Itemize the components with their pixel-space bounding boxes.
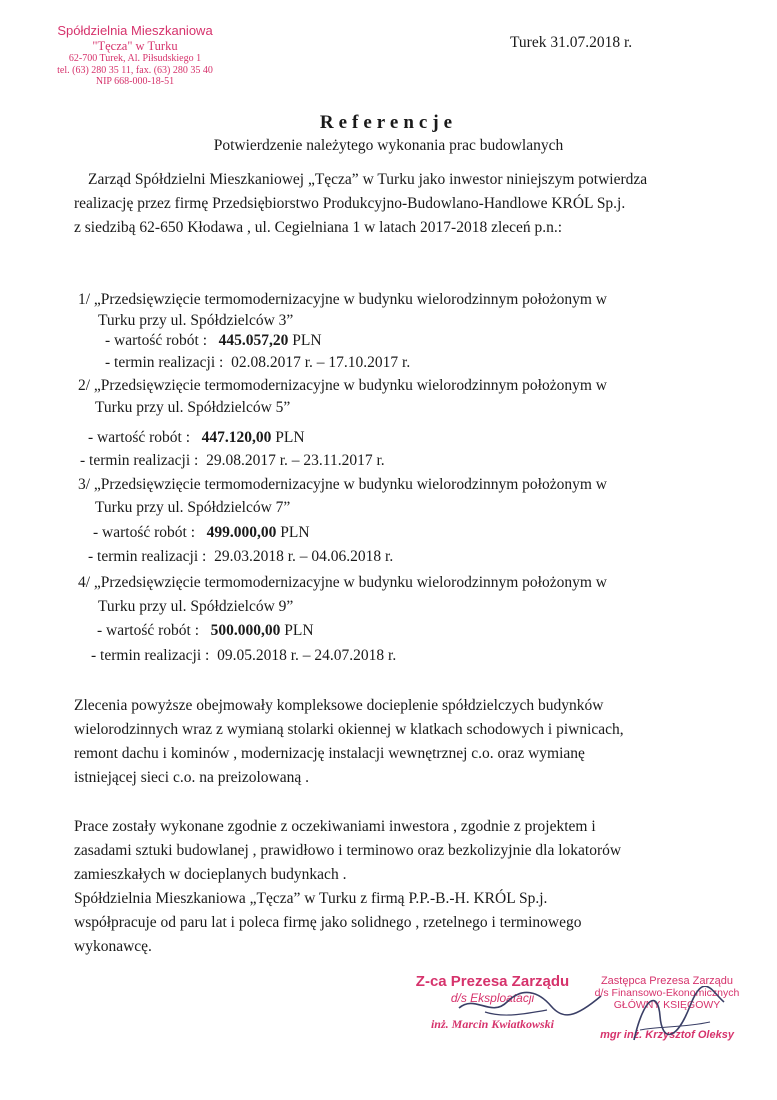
item-2-term-label: - termin realizacji : bbox=[80, 452, 199, 469]
item-4-street: Turku przy ul. Spółdzielców 9” bbox=[98, 598, 294, 615]
stamp-line-phone: tel. (63) 280 35 11, fax. (63) 280 35 40 bbox=[57, 64, 213, 76]
item-1-term-line bbox=[105, 354, 410, 372]
stamp-line-city: "Tęcza" w Turku bbox=[92, 38, 178, 53]
stamp-line-nip: NIP 668-000-18-51 bbox=[95, 76, 175, 88]
item-3-street: Turku przy ul. Spółdzielców 7” bbox=[95, 499, 291, 516]
item-3-value: 499.000,00 bbox=[206, 524, 277, 541]
signature-right-rank: Zastępca Prezesa Zarządu bbox=[600, 975, 734, 987]
item-3-value-line bbox=[93, 524, 310, 542]
item-2-term: 29.08.2017 r. – 23.11.2017 r. bbox=[206, 452, 385, 469]
signature-left-rank: Z-ca Prezesa Zarządu bbox=[415, 973, 570, 990]
item-2-value-label: - wartość robót : bbox=[88, 429, 191, 446]
item-1-term: 02.08.2017 r. – 17.10.2017 r. bbox=[231, 354, 411, 371]
signature-left-dept: d/s Eksploatacji bbox=[450, 991, 535, 1005]
recommendation-line: Spółdzielnia Mieszkaniowa „Tęcza” w Turku z firmą P.P.-B.-H. KRÓL Sp.j. bbox=[74, 890, 548, 907]
recommendation-line: Prace zostały wykonane zgodnie z oczekiwaniami inwestora , zgodnie z projektem i bbox=[74, 818, 596, 835]
item-4-term: 09.05.2018 r. – 24.07.2018 r. bbox=[217, 647, 397, 664]
item-3-currency: PLN bbox=[280, 524, 310, 541]
item-1-currency: PLN bbox=[292, 332, 322, 349]
signature-left-name: inż. Marcin Kwiatkowski bbox=[430, 1017, 555, 1031]
item-3-term-line bbox=[88, 548, 393, 566]
item-3-value-label: - wartość robót : bbox=[93, 524, 196, 541]
intro-line: realizację przez firmę Przedsiębiorstwo Produkcyjno-Budowlano-Handlowe KRÓL Sp.j. bbox=[74, 195, 626, 212]
item-2-value: 447.120,00 bbox=[201, 429, 272, 446]
organization-stamp bbox=[40, 24, 230, 88]
recommendation-paragraph bbox=[74, 815, 621, 959]
item-2-currency: PLN bbox=[275, 429, 305, 446]
item-3-heading: 3/ „Przedsięwzięcie termomodernizacyjne w budynku wielorodzinnym położonym w bbox=[78, 476, 607, 493]
scope-line: istniejącej sieci c.o. na preizolowaną . bbox=[74, 769, 309, 786]
item-4-value-line bbox=[97, 622, 314, 640]
scope-line: wielorodzinnych wraz z wymianą stolarki okiennej w klatkach schodowych i piwnicach, bbox=[74, 721, 624, 738]
item-4-value: 500.000,00 bbox=[210, 622, 281, 639]
signature-right-dept: d/s Finansowo-Ekonomicznych bbox=[594, 987, 740, 999]
item-2-term-line bbox=[80, 452, 385, 470]
recommendation-line: zasadami sztuki budowlanej , prawidłowo i terminowo oraz bezkolizyjnie dla lokatorów bbox=[74, 842, 622, 859]
item-3-term: 29.03.2018 r. – 04.06.2018 r. bbox=[214, 548, 394, 565]
item-2-street: Turku przy ul. Spółdzielców 5” bbox=[95, 399, 291, 416]
item-3-term-label: - termin realizacji : bbox=[88, 548, 207, 565]
item-4-term-label: - termin realizacji : bbox=[91, 647, 210, 664]
signature-right-scribble bbox=[620, 986, 730, 1046]
intro-line: Zarząd Spółdzielni Mieszkaniowej „Tęcza” w Turku jako inwestor niniejszym potwierdza bbox=[88, 171, 648, 188]
item-1-street: Turku przy ul. Spółdzielców 3” bbox=[98, 312, 294, 329]
recommendation-line: współpracuje od paru lat i poleca firmę jako solidnego , rzetelnego i terminowego bbox=[74, 914, 582, 931]
intro-paragraph bbox=[74, 168, 734, 240]
document-title: Referencje bbox=[319, 112, 458, 133]
item-1-term-label: - termin realizacji : bbox=[105, 354, 224, 371]
recommendation-line: wykonawcę. bbox=[74, 938, 152, 955]
item-4-currency: PLN bbox=[284, 622, 314, 639]
scope-paragraph bbox=[74, 694, 624, 790]
item-4-heading: 4/ „Przedsięwzięcie termomodernizacyjne w budynku wielorodzinnym położonym w bbox=[78, 574, 607, 591]
stamp-line-address: 62-700 Turek, Al. Piłsudskiego 1 bbox=[68, 53, 202, 65]
intro-line: z siedzibą 62-650 Kłodawa , ul. Cegielniana 1 w latach 2017-2018 zleceń p.n.: bbox=[74, 219, 563, 236]
item-1-value: 445.057,20 bbox=[218, 332, 289, 349]
item-1-heading: 1/ „Przedsięwzięcie termomodernizacyjne w budynku wielorodzinnym położonym w bbox=[78, 291, 607, 308]
item-2-value-line bbox=[88, 429, 305, 447]
signature-right-role: GŁÓWNY KSIĘGOWY bbox=[613, 999, 721, 1011]
document-date: Turek 31.07.2018 r. bbox=[510, 34, 633, 51]
scope-line: remont dachu i kominów , modernizację instalacji wewnętrznej c.o. oraz wymianę bbox=[74, 745, 585, 762]
item-4-term-line bbox=[91, 647, 396, 665]
item-1-value-label: - wartość robót : bbox=[105, 332, 208, 349]
scope-line: Zlecenia powyższe obejmowały kompleksowe docieplenie spółdzielczych budynków bbox=[74, 697, 604, 714]
stamp-line-name: Spółdzielnia Mieszkaniowa bbox=[57, 23, 213, 38]
item-2-heading: 2/ „Przedsięwzięcie termomodernizacyjne w budynku wielorodzinnym położonym w bbox=[78, 377, 607, 394]
document-subtitle: Potwierdzenie należytego wykonania prac budowlanych bbox=[213, 137, 564, 154]
item-1-value-line bbox=[105, 332, 322, 350]
item-4-value-label: - wartość robót : bbox=[97, 622, 200, 639]
signature-right-name: mgr inż. Krzysztof Oleksy bbox=[600, 1029, 734, 1041]
recommendation-line: zamieszkałych w docieplanych budynkach . bbox=[74, 866, 347, 883]
